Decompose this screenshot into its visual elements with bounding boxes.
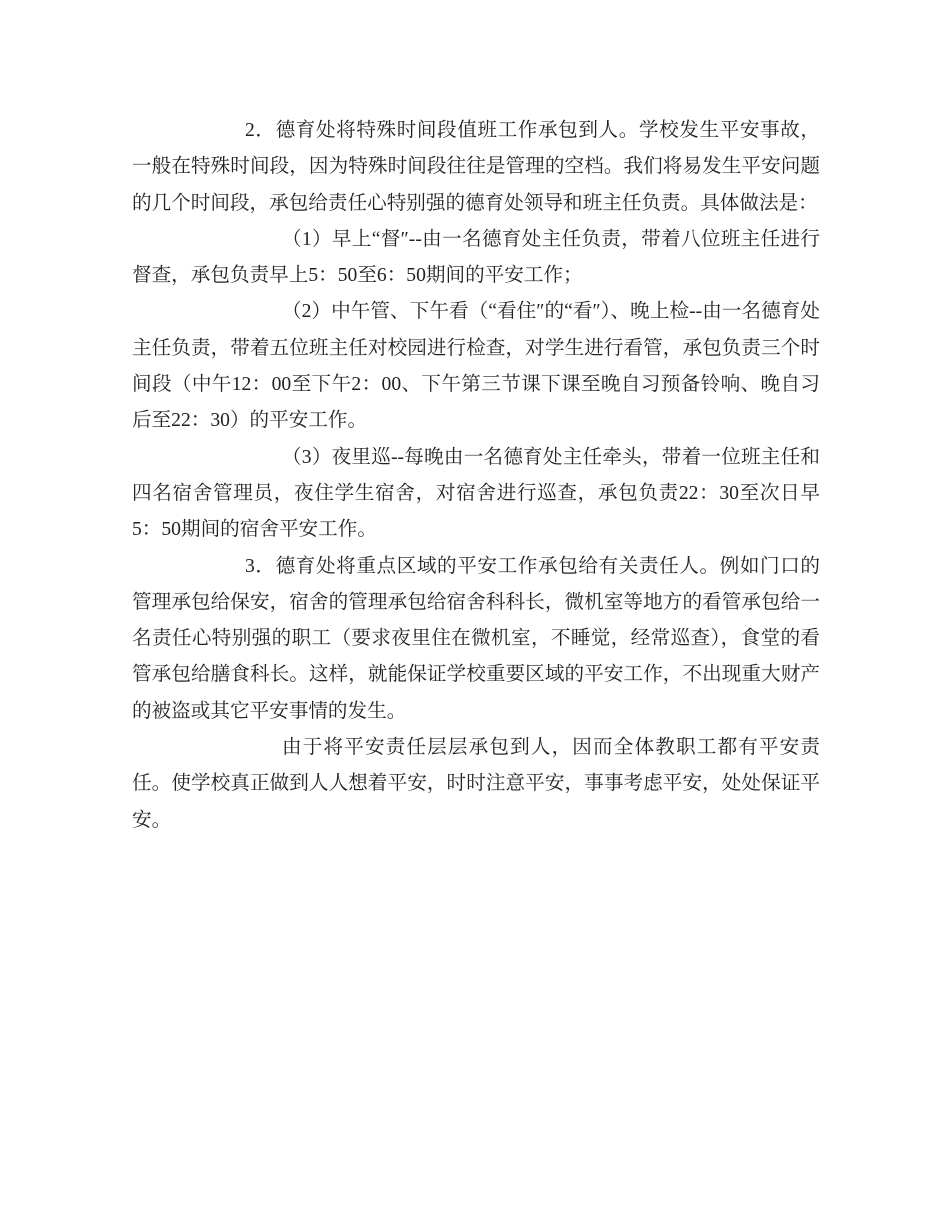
paragraph-closing: 由于将平安责任层层承包到人，因而全体教职工都有平安责任。使学校真正做到人人想着平安，时时注意平安，事事考虑平安，处处保证平安。 xyxy=(132,737,820,831)
document-body xyxy=(132,113,820,839)
paragraph-numbered-3: 3．德育处将重点区域的平安工作承包给有关责任人。例如门口的管理承包给保安，宿舍的管理承包给宿舍科科长，微机室等地方的看管承包给一名责任心特别强的职工（要求夜里住在微机室，不睡觉，经常巡查），食堂的看管承包给膳食科长。这样，就能保证学校重要区域的平安工作，不出现重大财产的被盗或其它平安事情的发生。 xyxy=(132,555,820,722)
paragraph-numbered-2: 2．德育处将特殊时间段值班工作承包到人。学校发生平安事故，一般在特殊时间段，因为特殊时间段往往是管理的空档。我们将易发生平安问题的几个时间段，承包给责任心特别强的德育处领导和班主任负责。具体做法是： xyxy=(132,120,820,214)
paragraph-sub-item-3: （3）夜里巡--每晚由一名德育处主任牵头，带着一位班主任和四名宿舍管理员，夜住学生宿舍，对宿舍进行巡查，承包负责22：30至次日早5：50期间的宿舍平安工作。 xyxy=(132,446,820,541)
paragraph-sub-item-1: （1）早上“督″--由一名德育处主任负责，带着八位班主任进行督查，承包负责早上5：50至6：50期间的平安工作； xyxy=(132,228,820,287)
paragraph-sub-item-2: （2）中午管、下午看（“看住″的“看″）、晚上检--由一名德育处主任负责，带着五位班主任对校园进行检查，对学生进行看管，承包负责三个时间段（中午12：00至下午2：00、下午第三节课下课至晚自习预备铃响、晚自习后至22：30）的平安工作。 xyxy=(132,301,820,432)
